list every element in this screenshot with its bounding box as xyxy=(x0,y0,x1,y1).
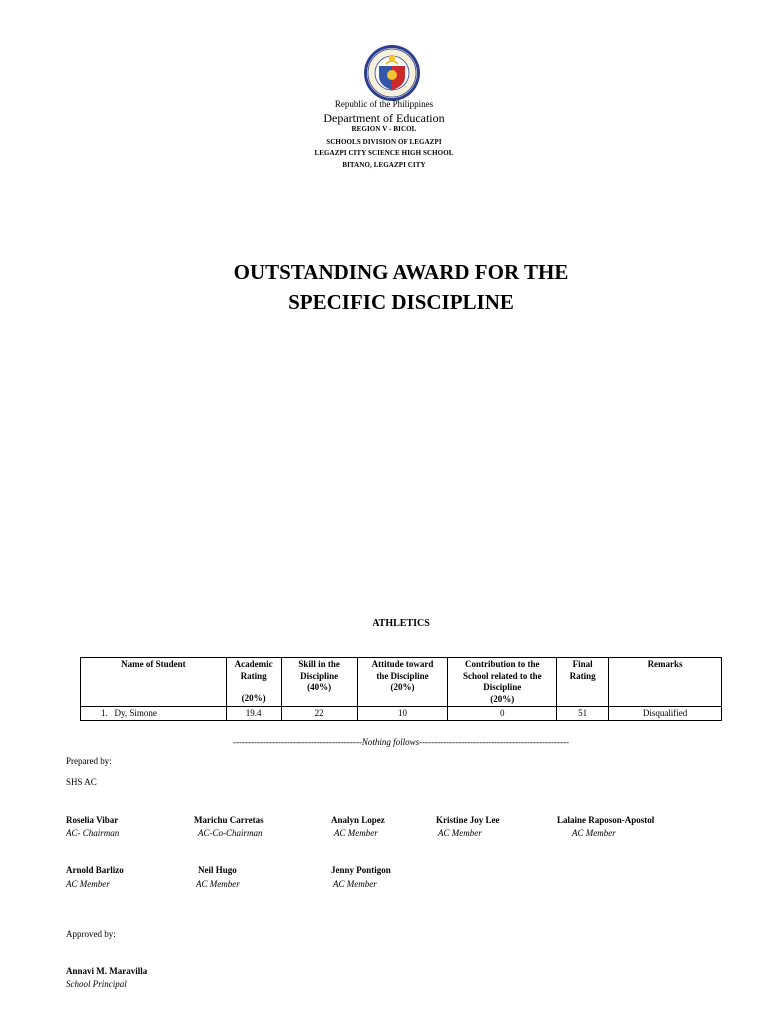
ratings-table xyxy=(80,657,722,721)
prepared-group: SHS AC xyxy=(66,777,97,787)
approved-by-label: Approved by: xyxy=(66,929,116,939)
header-region: REGION V - BICOL xyxy=(351,125,417,133)
cell-attitude: 10 xyxy=(357,707,448,721)
cell-contribution: 0 xyxy=(448,707,557,721)
prepared-by-label: Prepared by: xyxy=(66,756,112,766)
signatory-role: AC Member xyxy=(333,879,377,889)
signatory-name: Arnold Barlizo xyxy=(66,865,124,875)
header-attitude: Attitude toward the Discipline (20%) xyxy=(357,658,448,707)
section-heading: ATHLETICS xyxy=(372,618,430,629)
principal-role: School Principal xyxy=(66,979,127,989)
title-line-1: OUTSTANDING AWARD FOR THE xyxy=(233,260,569,284)
signatory-role: AC Member xyxy=(572,828,616,838)
table-row xyxy=(81,707,722,721)
nothing-follows: -------------------------------------------Nothing follows-------------------------------------------------- xyxy=(233,737,569,747)
header-contribution: Contribution to the School related to the Discipline (20%) xyxy=(448,658,557,707)
header-name-of-student: Name of Student xyxy=(81,658,227,707)
signatory-name: Kristine Joy Lee xyxy=(436,815,500,825)
cell-skill: 22 xyxy=(281,707,357,721)
table-header-row xyxy=(81,658,722,707)
signatory-role: AC Member xyxy=(438,828,482,838)
header-republic: Republic of the Philippines xyxy=(334,99,434,109)
signatory-role: AC-Co-Chairman xyxy=(198,828,263,838)
header-division: SCHOOLS DIVISION OF LEGAZPI xyxy=(326,138,442,146)
signatory-name: Marichu Carretas xyxy=(194,815,264,825)
signatory-name: Neil Hugo xyxy=(198,865,237,875)
cell-final: 51 xyxy=(557,707,609,721)
signatory-name: Roselia Vibar xyxy=(66,815,119,825)
signatory-role: AC Member xyxy=(66,879,110,889)
signatory-role: AC Member xyxy=(334,828,378,838)
signatory-name: Lalaine Raposon-Apostol xyxy=(557,815,655,825)
title-line-2: SPECIFIC DISCIPLINE xyxy=(288,290,514,314)
signatory-role: AC- Chairman xyxy=(66,828,120,838)
signatory-role: AC Member xyxy=(196,879,240,889)
header-remarks: Remarks xyxy=(609,658,722,707)
document-title xyxy=(17,257,768,317)
principal-name: Annavi M. Maravilla xyxy=(66,966,148,976)
cell-academic: 19.4 xyxy=(226,707,281,721)
signatory-name: Analyn Lopez xyxy=(331,815,385,825)
cell-student-name: 1. Dy, Simone xyxy=(81,707,227,721)
header-address: BITANO, LEGAZPI CITY xyxy=(342,161,426,169)
header-academic-rating: Academic Rating (20%) xyxy=(226,658,281,707)
cell-remarks: Disqualified xyxy=(609,707,722,721)
deped-seal-logo xyxy=(363,44,421,102)
header-school: LEGAZPI CITY SCIENCE HIGH SCHOOL xyxy=(314,149,454,157)
header-skill: Skill in the Discipline (40%) xyxy=(281,658,357,707)
header-department: Department of Education xyxy=(323,111,445,125)
header-final-rating: Final Rating xyxy=(557,658,609,707)
signatory-name: Jenny Pontigon xyxy=(331,865,391,875)
